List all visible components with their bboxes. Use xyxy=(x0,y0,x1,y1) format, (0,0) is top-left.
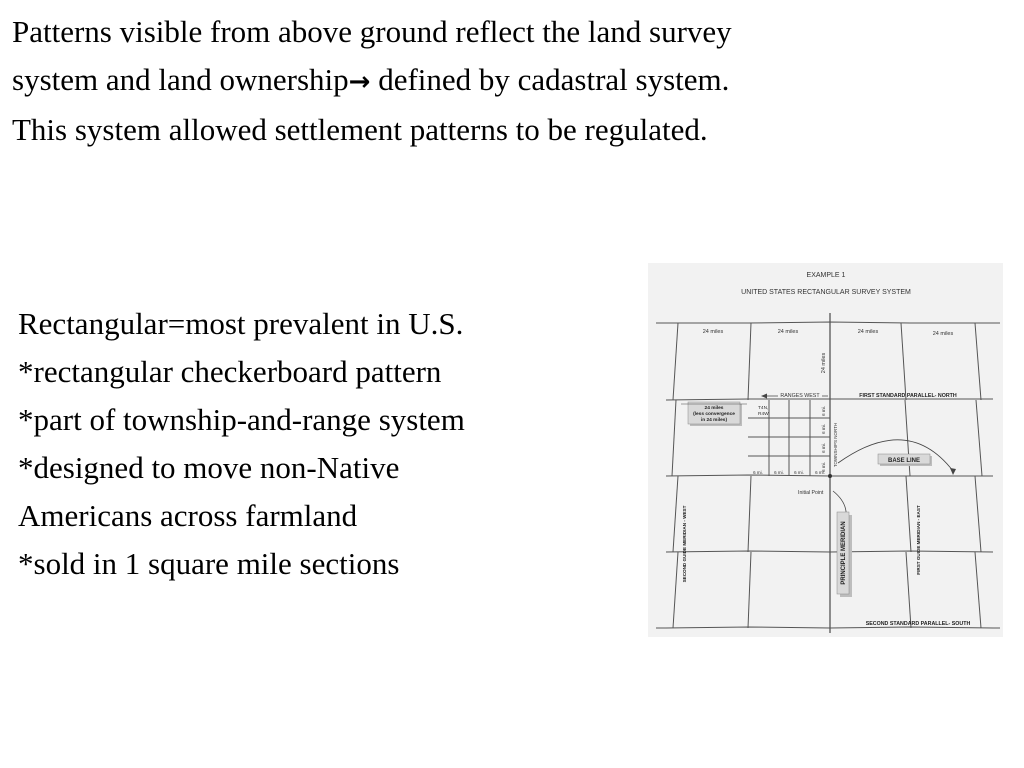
intro-line-3: This system allowed settlement patterns to be regulated. xyxy=(12,112,708,147)
ranges-west-arrowhead xyxy=(761,394,767,399)
initial-point-marker xyxy=(828,474,832,478)
intro-line-2-start: system and land ownership xyxy=(12,62,349,97)
six-mile-bottom-label: 6 mi. xyxy=(815,470,825,475)
meridian-segment xyxy=(906,476,911,552)
miles-label: 24 miles xyxy=(857,329,879,335)
meridian-segment xyxy=(673,323,678,400)
grid-lines xyxy=(656,313,1000,633)
ranges-west-label: RANGES WEST xyxy=(780,393,820,399)
six-mile-vertical-label: 6 mi. xyxy=(821,424,826,434)
miles-label: 24 miles xyxy=(777,329,799,335)
six-mile-vertical-label: 6 mi. xyxy=(821,406,826,416)
survey-system-diagram xyxy=(648,263,1003,637)
convergence-line: in 24 miles) xyxy=(700,418,728,423)
intro-paragraph xyxy=(12,8,1012,154)
six-mile-vertical-label: 6 mi. xyxy=(821,443,826,453)
bullet-item: Rectangular=most prevalent in U.S. xyxy=(18,306,464,341)
bullet-item: Americans across farmland xyxy=(18,498,358,533)
bullet-item: *part of township-and-range system xyxy=(18,402,465,437)
meridian-segment xyxy=(975,476,981,552)
meridian-segment xyxy=(748,552,751,628)
six-mile-bottom-label: 6 mi. xyxy=(794,470,804,475)
meridian-segment xyxy=(672,400,676,476)
meridian-segment xyxy=(906,552,911,628)
diagram-example-label: EXAMPLE 1 xyxy=(806,272,846,279)
townships-north-label: TOWNSHIPS NORTH xyxy=(833,422,838,468)
miles-label: 24 miles xyxy=(702,329,724,335)
initial-point-label: Initial Point xyxy=(798,490,824,496)
intro-line-2-end: defined by cadastral system. xyxy=(370,62,730,97)
bullet-item: *sold in 1 square mile sections xyxy=(18,546,400,581)
meridian-segment xyxy=(975,552,981,628)
second-guide-meridian-label: SECOND GUIDE MERIDIAN - WEST xyxy=(682,505,687,583)
vertical-miles-label: 24 miles xyxy=(821,352,827,374)
intro-line-2 xyxy=(12,56,1012,106)
base-line-label: BASE LINE xyxy=(887,458,921,464)
intro-line-1: Patterns visible from above ground reflect the land survey xyxy=(12,14,732,49)
miles-label: 24 miles xyxy=(932,331,954,337)
first-parallel-label: FIRST STANDARD PARALLEL- NORTH xyxy=(859,393,957,399)
bullet-list xyxy=(18,300,638,588)
meridian-segment xyxy=(748,323,751,400)
first-guide-meridian-label: FIRST GUIDE MERIDIAN - EAST xyxy=(916,505,921,575)
bullet-item: *rectangular checkerboard pattern xyxy=(18,354,442,389)
meridian-segment xyxy=(673,476,678,552)
meridian-segment xyxy=(975,323,981,400)
meridian-segment xyxy=(976,400,982,476)
township-label: R4W xyxy=(758,412,769,417)
bullet-item: *designed to move non-Native xyxy=(18,450,400,485)
diagram-title: UNITED STATES RECTANGULAR SURVEY SYSTEM xyxy=(741,289,911,296)
township-label: T4N, xyxy=(758,406,769,411)
meridian-segment xyxy=(748,476,751,552)
six-mile-bottom-label: 6 mi. xyxy=(753,470,763,475)
six-mile-bottom-label: 6 mi. xyxy=(774,470,784,475)
right-arrow-icon: → xyxy=(348,67,371,97)
meridian-segment xyxy=(673,552,678,628)
meridian-segment xyxy=(901,323,906,400)
six-mile-vertical-label: 6 mi. xyxy=(821,462,826,472)
convergence-line: 24 miles xyxy=(704,406,724,411)
principle-meridian-label: PRINCIPLE MERIDIAN xyxy=(841,521,847,585)
convergence-line: (less convergence xyxy=(693,412,735,417)
second-parallel-label: SECOND STANDARD PARALLEL- SOUTH xyxy=(865,621,971,627)
base-line-arrowhead xyxy=(950,468,956,475)
survey-diagram-svg xyxy=(648,263,1003,637)
